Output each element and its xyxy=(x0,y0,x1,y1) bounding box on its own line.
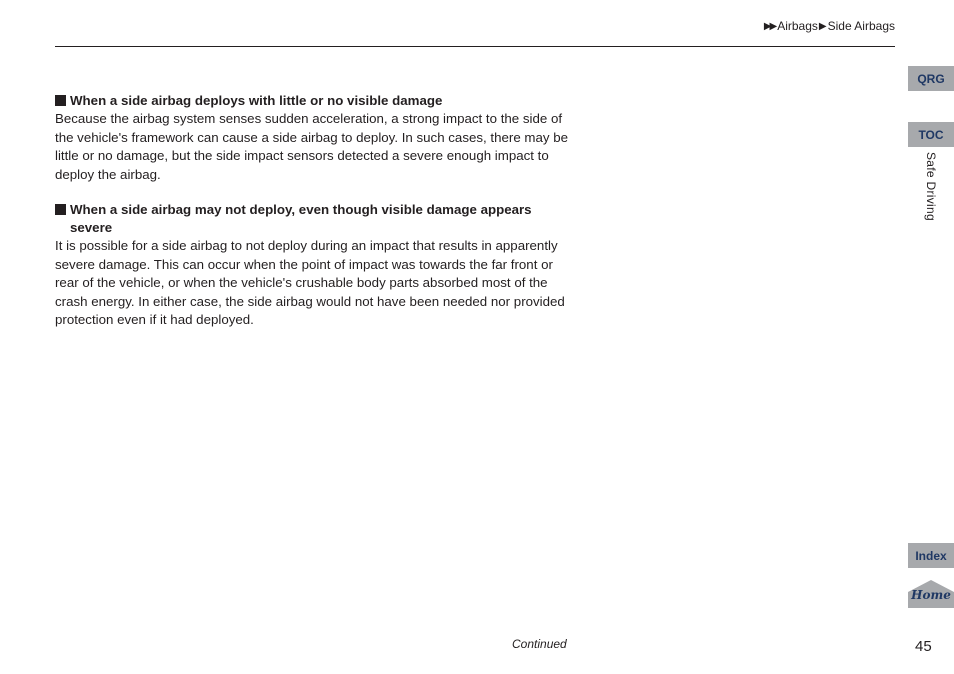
page-number: 45 xyxy=(915,638,932,655)
section-body: It is possible for a side airbag to not deploy during an impact that results in apparently severe damage. This can occur when the point of impact was towards the far front or rear of the vehicle, or when the vehicle's crushable body parts absorbed most of the crash energy. In either case, the side airbag would not have been needed nor provided protection even if it had deployed. xyxy=(55,238,565,327)
section-heading-text: When a side airbag deploys with little or no visible damage xyxy=(70,93,443,108)
section-may-not-deploy xyxy=(55,201,570,330)
section-heading xyxy=(55,201,570,237)
header-rule xyxy=(55,46,895,47)
square-bullet-icon xyxy=(55,204,66,215)
section-deploys-little-damage xyxy=(55,92,570,184)
home-button[interactable] xyxy=(908,580,954,608)
section-body: Because the airbag system senses sudden acceleration, a strong impact to the side of the vehicle's framework can cause a side airbag to deploy. In such cases, there may be little or no damage, but the side impact sensors detected a severe enough impact to deploy the airbag. xyxy=(55,111,569,182)
main-content xyxy=(55,92,570,347)
continued-label: Continued xyxy=(512,637,567,651)
qrg-tab[interactable]: QRG xyxy=(908,66,954,91)
chapter-label: Safe Driving xyxy=(924,152,938,221)
index-tab[interactable]: Index xyxy=(908,543,954,568)
toc-tab[interactable]: TOC xyxy=(908,122,954,147)
double-arrow-icon: ▶▶ xyxy=(763,20,776,32)
breadcrumb xyxy=(764,19,895,33)
breadcrumb-link-airbags[interactable]: Airbags xyxy=(777,19,818,33)
square-bullet-icon xyxy=(55,95,66,106)
home-label: Home xyxy=(911,588,951,602)
arrow-icon: ▶ xyxy=(818,20,827,32)
breadcrumb-link-side-airbags[interactable]: Side Airbags xyxy=(827,19,895,33)
section-heading-text: When a side airbag may not deploy, even though visible damage appears severe xyxy=(70,202,532,235)
section-heading xyxy=(55,92,570,110)
